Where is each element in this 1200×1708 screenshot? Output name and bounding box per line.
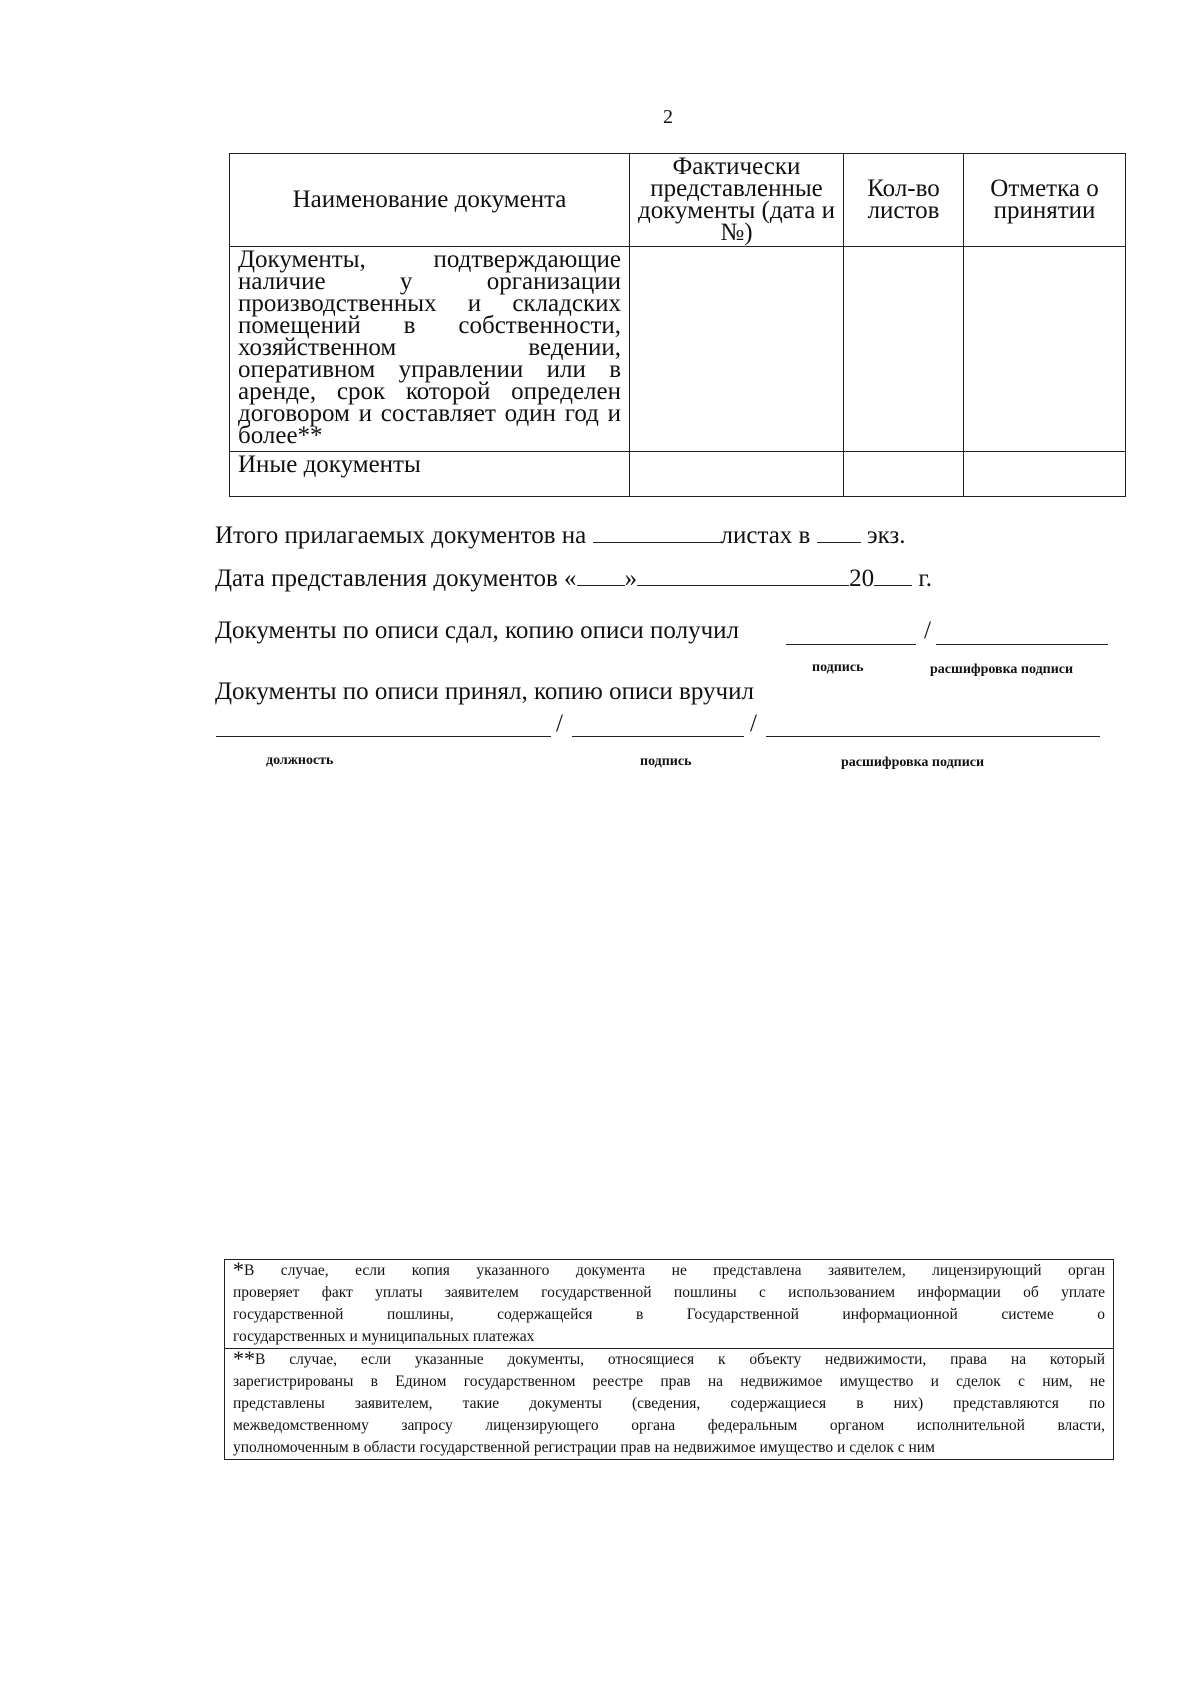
footnote-line: государственной пошлины, содержащейся в Государственной информационной системе о [233,1306,1105,1323]
table-header-row [230,154,1126,247]
documents-table [229,153,1126,497]
label-decoding: расшифровка подписи [930,662,1074,677]
header-sheet-count: Кол-во листов [844,154,964,247]
table-cell [230,452,630,497]
footnotes-box [224,1259,1114,1460]
table-cell[interactable] [630,247,844,452]
handed-over-line [215,617,739,645]
document-name: Документы, подтверждающие наличие у организации производственных и складских помещений в собственности, хозяйственном ведении, оперативном управлении или в аренде, срок которой определен договором и составляет один год и более** [238,246,621,449]
total-sheets-field[interactable] [593,520,721,543]
received-text: Документы по описи принял, копию описи вручил [215,678,754,705]
date-prefix: Дата представления документов « [215,565,577,592]
received-signature-field[interactable] [572,736,744,737]
received-decoding-field[interactable] [766,736,1100,737]
header-document-name: Наименование документа [230,154,630,247]
table-cell[interactable] [844,452,964,497]
received-position-field[interactable] [216,736,551,737]
table-cell[interactable] [964,452,1126,497]
table-cell[interactable] [964,247,1126,452]
table-cell[interactable] [844,247,964,452]
label-signature: подпись [812,660,864,675]
footnote-2 [225,1348,1113,1459]
document-name: Иные документы [238,451,421,478]
date-month-field[interactable] [637,563,849,586]
separator-slash: / [556,710,563,737]
footnote-line: В случае, если указанные документы, относящиеся к объекту недвижимости, права на который [255,1351,1105,1368]
submission-date-line [215,563,932,593]
footnote-line: В случае, если копия указанного документа не представлена заявителем, лицензирующий орган [244,1262,1105,1279]
footnote-mark: * [233,1257,244,1282]
date-quote-close: » [624,565,638,592]
handed-over-signature-field[interactable] [786,644,916,645]
footnote-1 [225,1257,1113,1348]
handed-over-decoding-field[interactable] [936,644,1108,645]
footnote-line: уполномоченным в области государственной регистрации прав на недвижимое имущество и сделок с ним [233,1439,935,1456]
date-year-prefix: 20 [849,565,875,592]
label-position: должность [266,753,334,768]
table-row [230,452,1126,497]
total-middle: листах в [720,522,811,549]
footnote-line: межведомственному запросу лицензирующего органа федеральным органом исполнительной власти, [233,1417,1105,1434]
table-row [230,247,1126,452]
total-documents-line [215,520,906,550]
footnote-line: государственных и муниципальных платежах [233,1328,535,1345]
page-number: 2 [663,106,673,128]
total-copies-field[interactable] [817,520,861,543]
date-suffix: г. [918,565,932,592]
footnote-line: зарегистрированы в Едином государственном реестре прав на недвижимое имущество и сделок с ним, не [233,1373,1105,1390]
header-acceptance-mark: Отметка о принятии [964,154,1126,247]
label-decoding: расшифровка подписи [841,755,985,770]
date-day-field[interactable] [577,563,625,586]
header-submitted-documents: Фактически представленные документы (дата и №) [630,154,844,247]
footnote-line: проверяет факт уплаты заявителем государственной пошлины с использованием информации об уплате [233,1284,1105,1301]
total-prefix: Итого прилагаемых документов на [215,522,587,549]
table-cell [230,247,630,452]
separator-slash: / [750,710,757,737]
label-signature: подпись [640,754,692,769]
total-suffix: экз. [866,522,906,549]
footnote-mark: ** [233,1346,255,1371]
handed-over-text: Документы по описи сдал, копию описи получил [215,617,739,644]
separator-slash: / [924,617,931,644]
date-year-field[interactable] [874,563,912,586]
footnote-line: представлены заявителем, такие документы (сведения, содержащиеся в них) представляются по [233,1395,1105,1412]
received-line [215,678,754,706]
table-cell[interactable] [630,452,844,497]
